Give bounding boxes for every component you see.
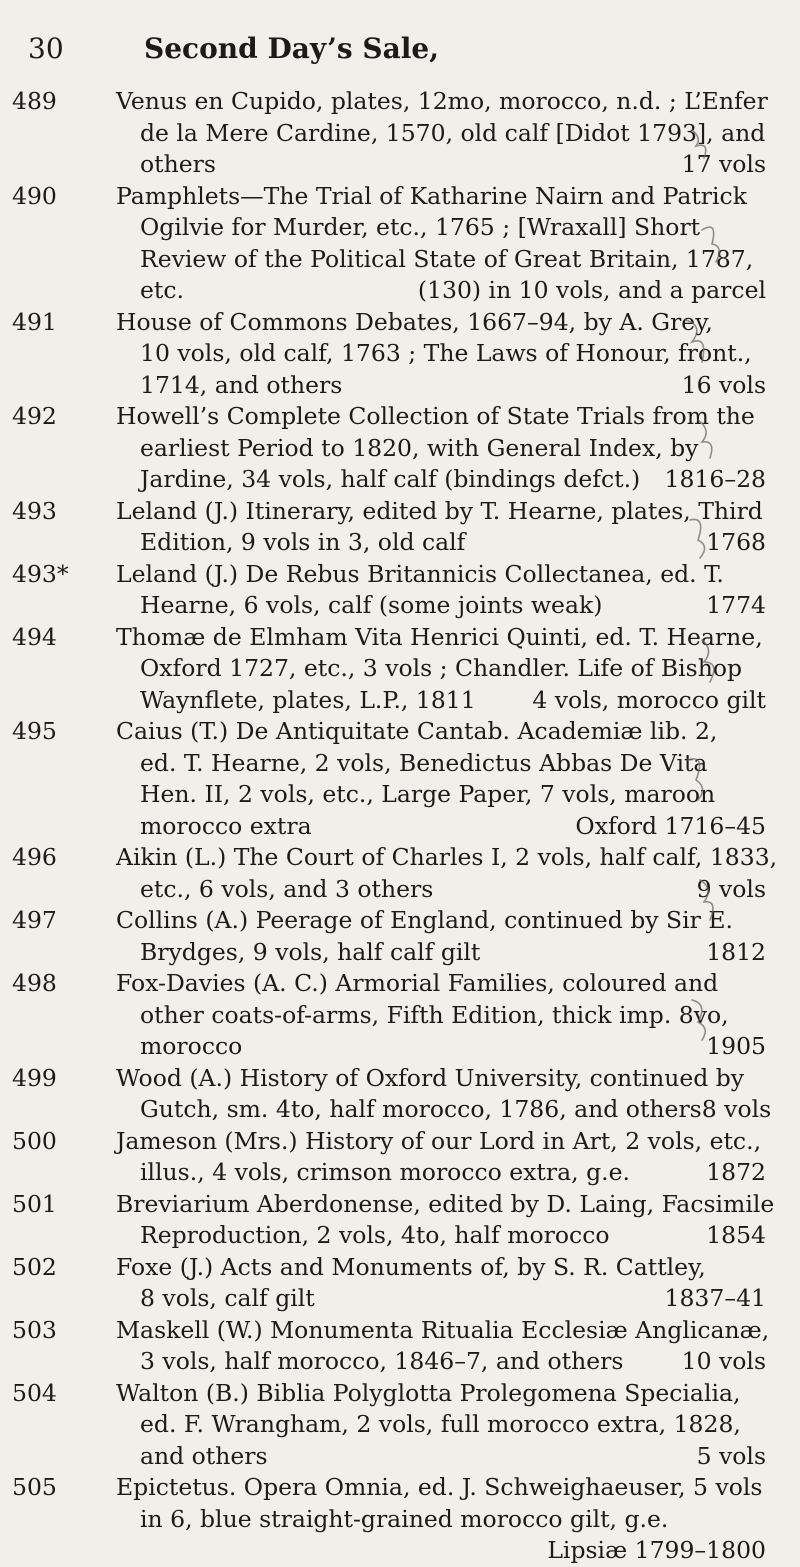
lot-description: Jameson (Mrs.) History of our Lord in Art, 2 vols, etc., bbox=[116, 1126, 762, 1155]
lot-number: 490 bbox=[12, 181, 57, 210]
lot-line bbox=[116, 1252, 766, 1284]
lot-description: and others bbox=[140, 1441, 268, 1470]
lot-description: Edition, 9 vols in 3, old calf bbox=[140, 528, 466, 556]
lot-description: earliest Period to 1820, with General Index, by bbox=[140, 433, 699, 462]
lot-entry bbox=[12, 307, 766, 402]
lot-number: 489 bbox=[12, 87, 57, 115]
lot-entry bbox=[12, 1063, 772, 1126]
lot-description: 10 vols, old calf, 1763 ; The Laws of Honour, front., bbox=[140, 339, 752, 367]
lot-line bbox=[116, 842, 778, 874]
lot-entry bbox=[12, 401, 766, 496]
page-header bbox=[28, 32, 768, 68]
lot-number: 500 bbox=[12, 1126, 57, 1155]
lot-number: 505 bbox=[12, 1473, 57, 1501]
lot-line bbox=[116, 1535, 766, 1567]
lot-number: 499 bbox=[12, 1063, 57, 1092]
lot-line bbox=[116, 118, 766, 150]
lot-line bbox=[116, 149, 766, 181]
lot-line bbox=[116, 1063, 766, 1095]
lot-line bbox=[116, 1472, 766, 1504]
lot-description: Reproduction, 2 vols, 4to, half morocco bbox=[140, 1221, 610, 1249]
lot-line bbox=[116, 275, 766, 307]
lot-description: others bbox=[140, 150, 216, 178]
lot-description: 3 vols, half morocco, 1846–7, and others bbox=[140, 1347, 624, 1375]
lot-description: ed. F. Wrangham, 2 vols, full morocco extra, 1828, bbox=[140, 1410, 741, 1438]
lot-description: 1714, and others bbox=[140, 370, 343, 399]
lot-list bbox=[0, 86, 800, 1567]
lot-entry bbox=[12, 1378, 766, 1473]
lot-description: Jardine, 34 vols, half calf (bindings defct.) bbox=[140, 465, 641, 493]
lot-quantity-or-date: 16 vols bbox=[681, 370, 766, 399]
lot-line bbox=[116, 1094, 772, 1126]
lot-line bbox=[116, 622, 766, 654]
lot-entry bbox=[12, 86, 768, 181]
lot-line bbox=[116, 401, 766, 433]
lot-number: 491 bbox=[12, 307, 57, 336]
lot-line bbox=[116, 748, 766, 780]
lot-number: 501 bbox=[12, 1189, 57, 1218]
lot-line bbox=[116, 527, 766, 559]
lot-line bbox=[116, 1283, 766, 1315]
lot-entry bbox=[12, 905, 766, 968]
lot-number: 497 bbox=[12, 906, 57, 934]
lot-quantity-or-date: 1854 bbox=[706, 1221, 766, 1249]
lot-description: etc., 6 vols, and 3 others bbox=[140, 874, 434, 903]
lot-line bbox=[116, 559, 766, 591]
lot-entry bbox=[12, 842, 778, 905]
lot-line bbox=[116, 370, 766, 402]
lot-description: Pamphlets—The Trial of Katharine Nairn and Patrick bbox=[116, 181, 747, 210]
lot-line bbox=[116, 1220, 766, 1252]
lot-description: Wood (A.) History of Oxford University, continued by bbox=[116, 1063, 745, 1092]
lot-quantity-or-date: 5 vols bbox=[696, 1441, 766, 1470]
lot-line bbox=[116, 779, 766, 811]
lot-description: Hearne, 6 vols, calf (some joints weak) bbox=[140, 591, 603, 619]
lot-line bbox=[116, 1409, 766, 1441]
lot-entry bbox=[12, 1252, 766, 1315]
lot-quantity-or-date: 1812 bbox=[706, 937, 766, 966]
lot-quantity-or-date: 1905 bbox=[706, 1032, 766, 1060]
lot-line bbox=[116, 685, 766, 717]
lot-entry bbox=[12, 559, 766, 622]
lot-line bbox=[116, 653, 766, 685]
lot-line bbox=[116, 1189, 775, 1221]
lot-number: 503 bbox=[12, 1315, 57, 1344]
lot-description: Collins (A.) Peerage of England, continued by Sir E. bbox=[116, 906, 733, 934]
lot-number: 493* bbox=[12, 559, 69, 588]
lot-entry bbox=[12, 181, 766, 307]
lot-number: 496 bbox=[12, 843, 57, 871]
lot-line bbox=[116, 181, 766, 213]
lot-description: Oxford 1727, etc., 3 vols ; Chandler. Life of Bishop bbox=[140, 654, 743, 682]
running-title: Second Day’s Sale, bbox=[144, 32, 439, 65]
lot-line bbox=[116, 338, 766, 370]
lot-description: House of Commons Debates, 1667–94, by A. Grey, bbox=[116, 307, 713, 336]
lot-description: Thomæ de Elmham Vita Henrici Quinti, ed. T. Hearne, bbox=[116, 622, 763, 651]
lot-line bbox=[116, 968, 766, 1000]
lot-line bbox=[116, 464, 766, 496]
lot-line bbox=[116, 1441, 766, 1473]
lot-description: illus., 4 vols, crimson morocco extra, g.e. bbox=[140, 1158, 630, 1186]
lot-entry bbox=[12, 1472, 766, 1567]
lot-description: morocco bbox=[140, 1032, 243, 1060]
lot-number: 493 bbox=[12, 496, 57, 525]
lot-line bbox=[116, 1315, 770, 1347]
lot-description: Howell’s Complete Collection of State Trials from the bbox=[116, 402, 755, 430]
lot-number: 495 bbox=[12, 717, 57, 745]
lot-line bbox=[116, 1504, 766, 1536]
lot-line bbox=[116, 244, 766, 276]
lot-number: 494 bbox=[12, 622, 57, 651]
lot-description: ed. T. Hearne, 2 vols, Benedictus Abbas De Vita bbox=[140, 748, 708, 777]
lot-description: Brydges, 9 vols, half calf gilt bbox=[140, 937, 481, 966]
lot-quantity-or-date: Oxford 1716–45 bbox=[575, 811, 766, 840]
lot-entry bbox=[12, 716, 766, 842]
lot-description: Leland (J.) De Rebus Britannicis Collectanea, ed. T. bbox=[116, 559, 724, 588]
lot-description: Gutch, sm. 4to, half morocco, 1786, and others bbox=[140, 1095, 702, 1123]
lot-line bbox=[116, 590, 766, 622]
lot-number: 504 bbox=[12, 1378, 57, 1407]
lot-description: Breviarium Aberdonense, edited by D. Laing, Facsimile bbox=[116, 1189, 775, 1218]
lot-description: de la Mere Cardine, 1570, old calf [Didot 1793], and bbox=[140, 118, 766, 147]
lot-line bbox=[116, 1031, 766, 1063]
lot-line bbox=[116, 496, 766, 528]
lot-quantity-or-date: 17 vols bbox=[681, 150, 766, 178]
lot-description: Hen. II, 2 vols, etc., Large Paper, 7 vols, maroon bbox=[140, 780, 716, 808]
lot-quantity-or-date: (130) in 10 vols, and a parcel bbox=[417, 276, 766, 304]
lot-quantity-or-date: 1774 bbox=[706, 591, 766, 619]
lot-description: Aikin (L.) The Court of Charles I, 2 vols, half calf, 1833, bbox=[116, 843, 778, 871]
lot-description: Fox-Davies (A. C.) Armorial Families, coloured and bbox=[116, 969, 719, 997]
lot-description: etc. bbox=[140, 276, 184, 304]
lot-line bbox=[116, 937, 766, 969]
lot-line bbox=[116, 1346, 766, 1378]
lot-entry bbox=[12, 1126, 766, 1189]
lot-number: 502 bbox=[12, 1252, 57, 1281]
lot-description: morocco extra bbox=[140, 811, 312, 840]
lot-description: Foxe (J.) Acts and Monuments of, by S. R. Cattley, bbox=[116, 1252, 706, 1281]
lot-line bbox=[116, 212, 766, 244]
lot-quantity-or-date: 1872 bbox=[706, 1158, 766, 1186]
lot-line bbox=[116, 1000, 766, 1032]
lot-line bbox=[116, 1157, 766, 1189]
lot-entry bbox=[12, 1315, 770, 1378]
lot-line bbox=[116, 905, 766, 937]
lot-number: 498 bbox=[12, 969, 57, 997]
lot-quantity-or-date: 4 vols, morocco gilt bbox=[532, 685, 766, 714]
lot-quantity-or-date: 1837–41 bbox=[664, 1284, 766, 1312]
lot-description: 8 vols, calf gilt bbox=[140, 1284, 315, 1312]
lot-line bbox=[116, 86, 766, 118]
lot-line bbox=[116, 433, 766, 465]
lot-description: Maskell (W.) Monumenta Ritualia Ecclesiæ Anglicanæ, bbox=[116, 1315, 770, 1344]
lot-description: Leland (J.) Itinerary, edited by T. Hearne, plates, Third bbox=[116, 496, 763, 525]
lot-quantity-or-date: 1816–28 bbox=[664, 465, 766, 493]
lot-line bbox=[116, 716, 766, 748]
lot-description: Ogilvie for Murder, etc., 1765 ; [Wraxall] Short bbox=[140, 213, 701, 241]
lot-line bbox=[116, 307, 766, 339]
lot-description: in 6, blue straight-grained morocco gilt, g.e. bbox=[140, 1504, 669, 1533]
lot-entry bbox=[12, 1189, 775, 1252]
lot-entry bbox=[12, 496, 766, 559]
lot-line bbox=[116, 1378, 766, 1410]
lot-description: Venus en Cupido, plates, 12mo, morocco, n.d. ; L’Enfer bbox=[116, 87, 768, 115]
lot-line bbox=[116, 874, 766, 906]
lot-quantity-or-date: 8 vols bbox=[701, 1095, 772, 1123]
lot-description: Epictetus. Opera Omnia, ed. J. Schweighaeuser, 5 vols bbox=[116, 1473, 763, 1501]
lot-quantity-or-date: 10 vols bbox=[681, 1347, 766, 1375]
lot-description: Walton (B.) Biblia Polyglotta Prolegomena Specialia, bbox=[116, 1378, 741, 1407]
lot-entry bbox=[12, 968, 766, 1063]
lot-description: Review of the Political State of Great Britain, 1787, bbox=[140, 244, 754, 273]
lot-quantity-or-date: Lipsiæ 1799–1800 bbox=[547, 1536, 766, 1564]
lot-number: 492 bbox=[12, 402, 57, 430]
lot-description: Waynflete, plates, L.P., 1811 bbox=[140, 685, 476, 714]
lot-entry bbox=[12, 622, 766, 717]
lot-line bbox=[116, 1126, 766, 1158]
lot-description: Caius (T.) De Antiquitate Cantab. Academiæ lib. 2, bbox=[116, 717, 718, 745]
lot-quantity-or-date: 9 vols bbox=[696, 874, 766, 903]
lot-line bbox=[116, 811, 766, 843]
lot-quantity-or-date: 1768 bbox=[706, 528, 766, 556]
lot-description: other coats-of-arms, Fifth Edition, thick imp. 8vo, bbox=[140, 1000, 729, 1029]
page-number: 30 bbox=[28, 32, 64, 65]
